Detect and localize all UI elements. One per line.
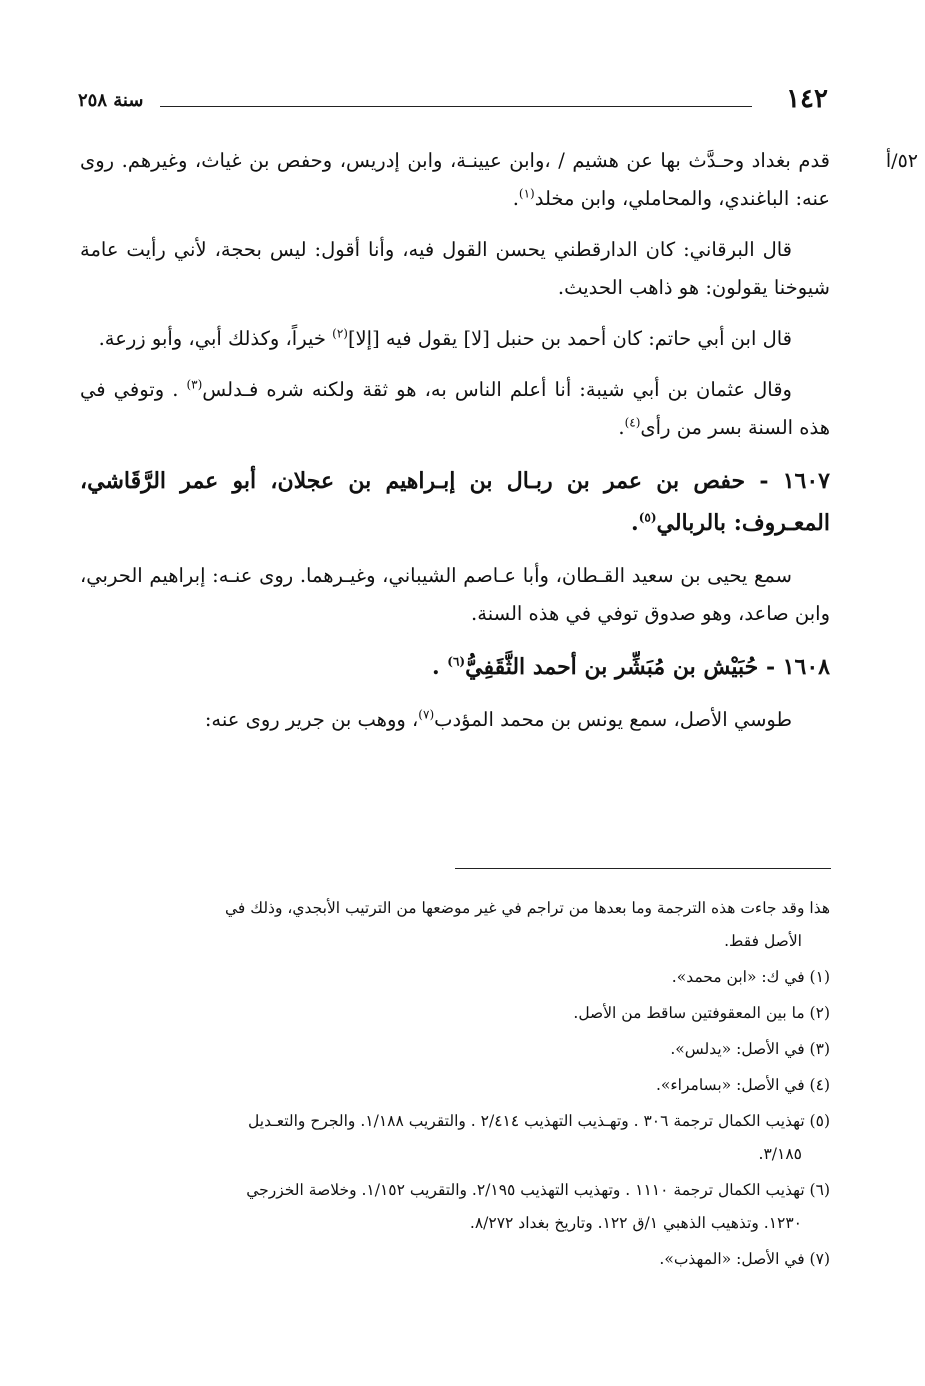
text-run: طوسي الأصل، سمع يونس بن محمد المؤدب <box>434 708 792 731</box>
footnote-ref: (٦) <box>447 654 466 669</box>
footnote-continuation: الأصل فقط. <box>724 932 802 950</box>
footnote-line: (٢) ما بين المعقوفتين ساقط من الأصل. <box>573 1004 830 1022</box>
paragraph <box>80 231 830 307</box>
footnote-line: هذا وقد جاءت هذه الترجمة وما بعدها من تراجم في غير موضعها من الترتيب الأبجدي، وذلك في <box>225 899 830 917</box>
text-run: ١٦٠٨ - حُبَيْش بن مُبَشِّر بن أحمد الثَّقَفِيُّ <box>465 654 830 680</box>
main-text <box>80 142 918 752</box>
footnote <box>80 1069 830 1102</box>
paragraph <box>80 320 830 358</box>
footnote <box>80 1243 830 1276</box>
footnote-ref: (٣) <box>186 377 203 392</box>
footnote-ref: (٢) <box>332 326 348 341</box>
page-number: ١٤٢ <box>786 84 828 114</box>
footnote-line: (٦) تهذيب الكمال ترجمة ١١١٠ . وتهذيب التهذيب ٢/١٩٥. والتقريب ١/١٥٢. وخلاصة الخزرجي <box>246 1181 830 1199</box>
footnote <box>80 1105 830 1171</box>
footnote-ref: (٤) <box>624 415 641 430</box>
footnote-ref: (٧) <box>418 707 435 722</box>
paragraph <box>80 557 830 633</box>
footnote-line: (٧) في الأصل: «المهذب». <box>659 1250 830 1268</box>
paragraph <box>80 701 830 739</box>
text-run: . <box>618 416 625 439</box>
text-run: ، ووهب بن جرير روى عنه: <box>204 708 419 731</box>
text-run: . <box>631 510 639 536</box>
text-run: ١٦٠٧ - حفص بن عمر بن ربـال بن إبـراهيم بن عجلان، أبو عمر الرَّقَاشي، المعـروف: بالربالي <box>80 468 830 536</box>
footnote-ref: (٥) <box>638 510 657 525</box>
paragraph <box>80 371 830 447</box>
paragraph <box>80 142 918 218</box>
header-rule <box>160 106 752 107</box>
footnote-separator <box>455 868 831 869</box>
biography-entry-heading <box>80 460 830 544</box>
footnote <box>80 892 830 958</box>
footnote-continuation: ٣/١٨٥. <box>758 1145 802 1163</box>
text-run: قال البرقاني: كان الدارقطني يحسن القول فيه، وأنا أقول: ليس بحجة، لأني رأيت عامة شيوخنا يقولون: هو ذاهب الحديث. <box>80 238 830 299</box>
footnote <box>80 961 830 994</box>
footnote <box>80 1033 830 1066</box>
footnote-ref: (١) <box>518 186 535 201</box>
text-run: . <box>431 654 448 680</box>
page-header <box>78 84 828 120</box>
text-run: سمع يحيى بن سعيد القـطان، وأبا عـاصم الشيباني، وغيـرهما. روى عنـه: إبراهيم الحربي، وابن صاعد، وهو صدوق توفي في هذه السنة. <box>80 564 830 625</box>
text-run: قدم بغداد وحـدَّث بها عن هشيم / ،وابن عيينـة، وابن إدريس، وحفص بن غياث، وغيرهم. روى عنه: الباغندي، والمحاملي، وابن مخلد <box>80 149 830 210</box>
text-run: . وتوفي في هذه السنة بسر من رأى <box>80 378 830 439</box>
footnote-continuation: ١٢٣٠. وتذهيب الذهبي ١/ق ١٢٢. وتاريخ بغداد ٨/٢٧٢. <box>469 1214 802 1232</box>
text-run: وقال عثمان بن أبي شيبة: أنا أعلم الناس به، هو ثقة ولكنه شره فـدلس <box>202 378 792 401</box>
footnotes <box>80 892 830 1279</box>
text-run: . <box>512 187 519 210</box>
footnote-line: (٤) في الأصل: «بسامراء». <box>655 1076 830 1094</box>
margin-folio-note: ٥٢/أ <box>885 150 918 172</box>
text-run: خيراً، وكذلك أبي، وأبو زرعة. <box>98 327 333 350</box>
footnote <box>80 997 830 1030</box>
footnote-line: (١) في ك: «ابن محمد». <box>671 968 830 986</box>
text-run: قال ابن أبي حاتم: كان أحمد بن حنبل [لا] يقول فيه [إلا] <box>347 327 792 350</box>
footnote <box>80 1174 830 1240</box>
footnote-line: (٣) في الأصل: «يدلس». <box>670 1040 830 1058</box>
running-head-year: سنة ٢٥٨ <box>78 90 144 111</box>
footnote-line: (٥) تهذيب الكمال ترجمة ٣٠٦ . وتهـذيب التهذيب ٢/٤١٤ . والتقريب ١/١٨٨. والجرح والتعـديل <box>248 1112 830 1130</box>
biography-entry-heading <box>80 646 830 688</box>
